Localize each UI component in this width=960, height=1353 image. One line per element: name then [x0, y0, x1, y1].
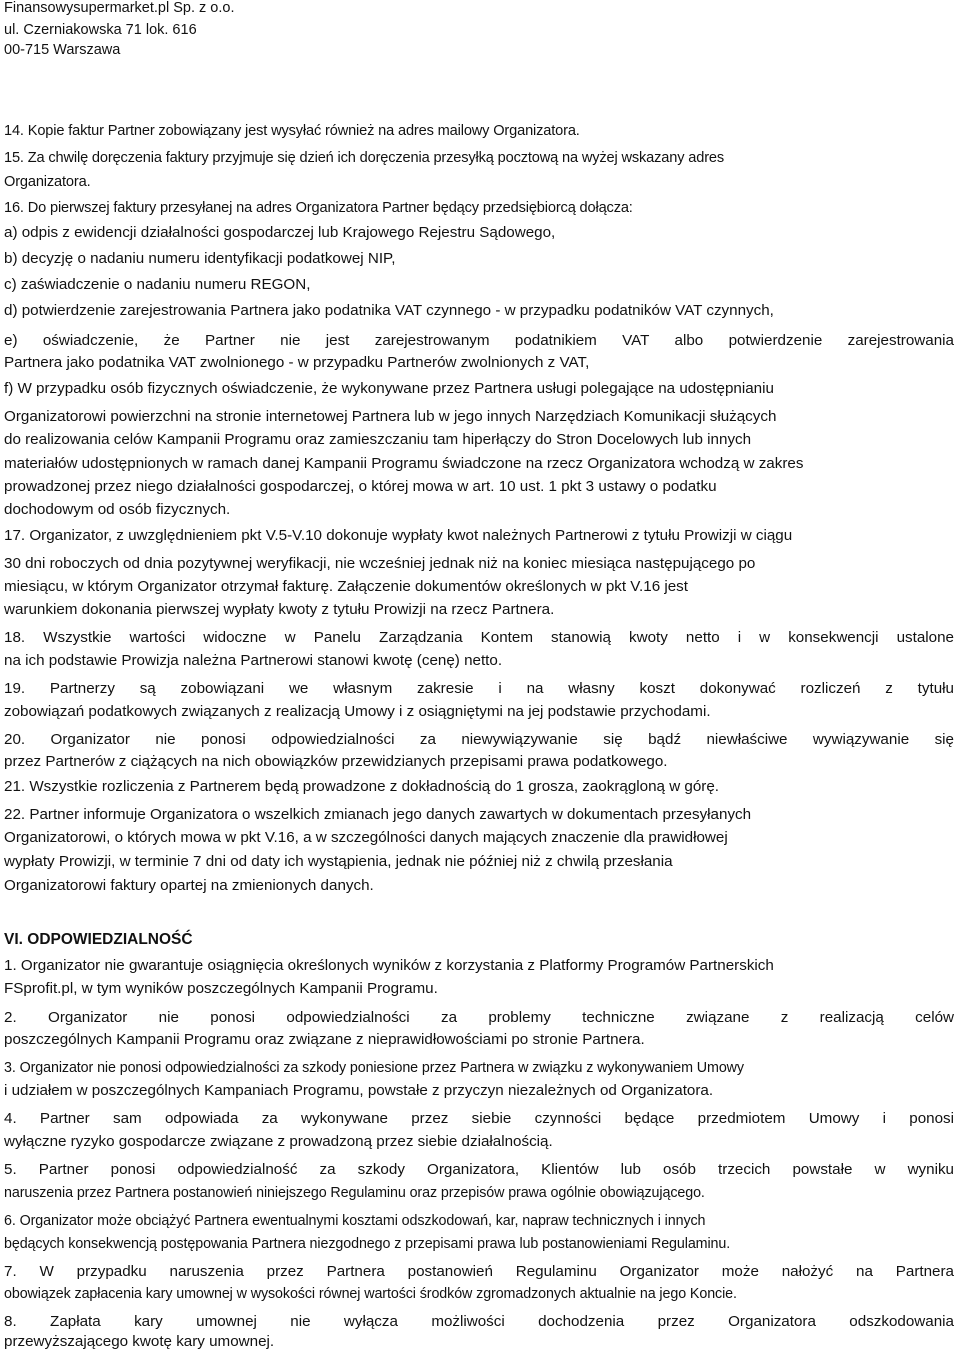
vi-clause-6-line2: będących konsekwencją postępowania Partnera niezgodnego z przepisami prawa lub postanowieniami Regulaminu.	[4, 1236, 731, 1252]
vi-clause-5-line2: naruszenia przez Partnera postanowień niniejszego Regulaminu oraz przepisów prawa ogólnie obowiązującego.	[4, 1185, 705, 1201]
clause-19-line2: zobowiązań podatkowych związanych z realizacją Umowy i z osiągniętymi na jej podstawie przychodami.	[4, 703, 711, 720]
vi-clause-8-line2: przewyższającego kwotę kary umownej.	[4, 1333, 275, 1350]
vi-clause-8-line1: 8. Zapłata kary umownej nie wyłącza możliwości dochodzenia przez Organizatora odszkodowania	[4, 1313, 954, 1330]
vi-clause-1-line1: 1. Organizator nie gwarantuje osiągnięcia określonych wyników z korzystania z Platformy Programów Partnerskich	[4, 957, 774, 974]
clause-17-line3: miesiącu, w którym Organizator otrzymał fakturę. Załączenie dokumentów określonych w pkt V.16 jest	[4, 578, 688, 595]
clause-16-a: a) odpis z ewidencji działalności gospodarczej lub Krajowego Rejestru Sądowego,	[4, 224, 556, 241]
vi-clause-4-line2: wyłączne ryzyko gospodarcze związane z prowadzoną przez siebie działalnością.	[4, 1133, 553, 1150]
clause-16-f-line3: do realizowania celów Kampanii Programu oraz zamieszczaniu tam hiperłączy do Stron Docelowych lub innych	[4, 431, 752, 448]
vi-clause-4-line1: 4. Partner sam odpowiada za wykonywane przez siebie czynności będące przedmiotem Umowy i ponosi	[4, 1110, 954, 1127]
clause-22-line4: Organizatorowi faktury opartej na zmienionych danych.	[4, 877, 374, 894]
clause-18-line2: na ich podstawie Prowizja należna Partnerowi stanowi kwotę (cenę) netto.	[4, 652, 503, 669]
vi-clause-3-line1: 3. Organizator nie ponosi odpowiedzialności za szkody poniesione przez Partnera w związku z wykonywaniem Umowy	[4, 1060, 744, 1076]
clause-16: 16. Do pierwszej faktury przesyłanej na adres Organizatora Partner będący przedsiębiorcą dołącza:	[4, 200, 633, 216]
clause-20-line1: 20. Organizator nie ponosi odpowiedzialności za niewywiązywanie się bądź niewłaściwe wywiązywanie się	[4, 731, 954, 748]
company-name: Finansowysupermarket.pl Sp. z o.o.	[4, 0, 235, 16]
company-city: 00-715 Warszawa	[4, 42, 121, 58]
company-street: ul. Czerniakowska 71 lok. 616	[4, 22, 197, 38]
clause-16-f-line2: Organizatorowi powierzchni na stronie internetowej Partnera lub w jego innych Narzędziach Komunikacji służących	[4, 408, 777, 425]
clause-16-f-line6: dochodowym od osób fizycznych.	[4, 501, 231, 518]
clause-16-f-line4: materiałów udostępnionych w ramach danej Kampanii Programu świadczone na rzecz Organizatora wchodzą w zakres	[4, 455, 804, 472]
clause-14: 14. Kopie faktur Partner zobowiązany jest wysyłać również na adres mailowy Organizatora.	[4, 123, 580, 139]
clause-22-line1: 22. Partner informuje Organizatora o wszelkich zmianach jego danych zawartych w dokumentach przesyłanych	[4, 806, 752, 823]
vi-clause-5-line1: 5. Partner ponosi odpowiedzialność za szkody Organizatora, Klientów lub osób trzecich powstałe w wyniku	[4, 1161, 954, 1178]
clause-16-c: c) zaświadczenie o nadaniu numeru REGON,	[4, 276, 311, 293]
clause-17-line1: 17. Organizator, z uwzględnieniem pkt V.5-V.10 dokonuje wypłaty kwot należnych Partnerowi z tytułu Prowizji w ciągu	[4, 527, 793, 544]
vi-clause-7-line1: 7. W przypadku naruszenia przez Partnera postanowień Regulaminu Organizator może nałożyć na Partnera	[4, 1263, 954, 1280]
section-vi-heading: VI. ODPOWIEDZIALNOŚĆ	[4, 931, 193, 948]
clause-16-d: d) potwierdzenie zarejestrowania Partnera jako podatnika VAT czynnego - w przypadku podatników VAT czynnych,	[4, 302, 774, 319]
clause-19-line1: 19. Partnerzy są zobowiązani we własnym zakresie i na własny koszt dokonywać rozliczeń z tytułu	[4, 680, 954, 697]
clause-22-line2: Organizatorowi, o których mowa w pkt V.16, a w szczególności danych mających znaczenie dla prawidłowej	[4, 829, 728, 846]
vi-clause-1-line2: FSprofit.pl, w tym wyników poszczególnych Kampanii Programu.	[4, 980, 438, 997]
vi-clause-2-line2: poszczególnych Kampanii Programu oraz związane z nieprawidłowościami po stronie Partnera.	[4, 1031, 645, 1048]
vi-clause-6-line1: 6. Organizator może obciążyć Partnera ewentualnymi kosztami odszkodowań, kar, napraw technicznych i innych	[4, 1213, 706, 1229]
clause-16-f-line5: prowadzonej przez niego działalności gospodarczej, o której mowa w art. 10 ust. 1 pkt 3 ustawy o podatku	[4, 478, 717, 495]
clause-16-b: b) decyzję o nadaniu numeru identyfikacji podatkowej NIP,	[4, 250, 396, 267]
vi-clause-7-line2: obowiązek zapłacenia kary umownej w wysokości równej wartości środków zgromadzonych aktualnie na jego Koncie.	[4, 1286, 737, 1302]
clause-17-line4: warunkiem dokonania pierwszej wypłaty kwoty z tytułu Prowizji na rzecz Partnera.	[4, 601, 555, 618]
clause-16-e-line2: Partnera jako podatnika VAT zwolnionego - w przypadku Partnerów zwolnionych z VAT,	[4, 354, 590, 371]
vi-clause-2-line1: 2. Organizator nie ponosi odpowiedzialności za problemy techniczne związane z realizacją celów	[4, 1009, 954, 1026]
clause-16-e-line1: e) oświadczenie, że Partner nie jest zarejestrowanym podatnikiem VAT albo potwierdzenie zarejestrowania	[4, 332, 954, 349]
clause-21: 21. Wszystkie rozliczenia z Partnerem będą prowadzone z dokładnością do 1 grosza, zaokrągloną w górę.	[4, 778, 720, 795]
clause-20-line2: przez Partnerów z ciążących na nich obowiązków przewidzianych przepisami prawa podatkowego.	[4, 753, 668, 770]
clause-22-line3: wypłaty Prowizji, w terminie 7 dni od daty ich wystąpienia, jednak nie później niż z chwilą przesłania	[4, 853, 673, 870]
clause-15-line2: Organizatora.	[4, 174, 91, 190]
vi-clause-3-line2: i udziałem w poszczególnych Kampaniach Programu, powstałe z przyczyn niezależnych od Organizatora.	[4, 1082, 714, 1099]
clause-18-line1: 18. Wszystkie wartości widoczne w Panelu Zarządzania Kontem stanowią kwoty netto i w konsekwencji ustalone	[4, 629, 954, 646]
clause-17-line2: 30 dni roboczych od dnia pozytywnej weryfikacji, nie wcześniej jednak niż na koniec miesiąca następującego po	[4, 555, 756, 572]
clause-15-line1: 15. Za chwilę doręczenia faktury przyjmuje się dzień ich doręczenia przesyłką pocztową na wyżej wskazany adres	[4, 150, 725, 166]
clause-16-f-line1: f) W przypadku osób fizycznych oświadczenie, że wykonywane przez Partnera usługi polegające na udostępnianiu	[4, 380, 774, 397]
